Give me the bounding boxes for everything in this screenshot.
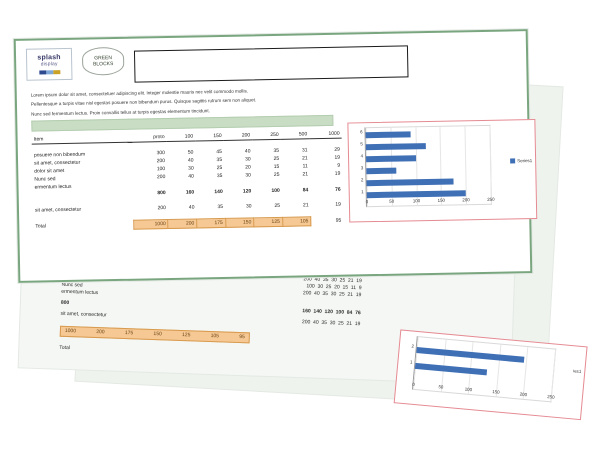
row-label: sit amet, consectetur [34, 206, 82, 214]
cell: 9 [337, 162, 341, 169]
cell: 35 [217, 203, 224, 211]
cell: 25 [273, 155, 280, 162]
cell: 30 [245, 172, 251, 179]
bar-series1-cat4 [366, 155, 416, 162]
paragraph-1: Lorem ipsum dolor sit amet, consectetuer adipiscing elit. Integer molestie mauris nec velit commodo mollis. [30, 88, 249, 98]
row-label: sit amet, consectetur [34, 159, 81, 167]
col-item: Item [32, 134, 133, 144]
paragraph-3: Nunc sed fermentum lectus. Proin convallis tellus at turpis egestas elementum tincidunt. [31, 108, 210, 117]
chart-legend [510, 158, 532, 163]
col-1000: 1000 [309, 130, 342, 139]
cell: 40 [187, 157, 194, 164]
cell: 25 [273, 171, 280, 178]
y-tick: 2 [360, 177, 364, 183]
bar-series1-cat1 [367, 190, 466, 198]
total-cell: 1000 [134, 220, 169, 230]
cell: 40 [188, 173, 194, 180]
cell: 40 [188, 204, 195, 211]
x-tick: 250 [487, 196, 495, 202]
legend-swatch [510, 158, 515, 163]
cell: 30 [188, 165, 194, 172]
total-cell: 105 [282, 217, 311, 227]
cell: 800 [157, 190, 166, 197]
cell: 40 [244, 148, 251, 155]
cell: 30 [245, 203, 252, 210]
y-tick: 1 [361, 189, 364, 195]
x-tick: 150 [437, 197, 445, 203]
ghost-table: 200 40 35 30 25 21 19 100 30 25 20 15 11 9 Nunc sed 200 40 35 30 25 21 19 ermentum lectus 800 160 140 120 100 84 76 sit amet, consectetur 200 40 35 30 25 21 19 1000 200 175 150 125 105 95 Total [59, 276, 362, 352]
front-sheet [14, 29, 533, 283]
cell: 45 [216, 148, 223, 156]
bar-series1-cat3 [366, 168, 396, 175]
col-100: 100 [167, 132, 196, 141]
row-label: Nunc sed [34, 176, 56, 183]
x-tick: 50 [389, 198, 395, 204]
col-150: 150 [195, 132, 224, 141]
y-tick: 6 [360, 129, 363, 135]
col-250: 250 [252, 131, 281, 140]
cell: 21 [302, 202, 309, 209]
y-tick: 3 [360, 165, 364, 171]
cell: 100 [271, 187, 280, 195]
cell: 50 [187, 149, 194, 156]
total-cell: 150 [225, 218, 254, 228]
cell: 30 [245, 156, 251, 163]
splash-designs-logo [26, 48, 73, 81]
row-label: posuere non bibendum [33, 151, 86, 159]
x-tick: 200 [462, 197, 470, 203]
secondary-chart: 0 50 100 150 200 250 2 1 ies1 [394, 329, 588, 420]
col-proto: proto [132, 133, 167, 142]
cell: 21 [302, 171, 309, 178]
total-cell: 200 [168, 219, 197, 229]
cell: 300 [156, 150, 165, 157]
cell: 160 [185, 189, 195, 196]
cell: 20 [245, 164, 251, 171]
total-cell: 175 [197, 218, 226, 228]
cell: 19 [334, 170, 341, 177]
bar-chart [347, 119, 537, 223]
cell: 19 [335, 201, 342, 208]
logo-splash-line1: splash [37, 54, 61, 62]
green-logo-line2: BLOCKS [92, 61, 114, 68]
total-label: Total [35, 223, 46, 230]
total-cell: 95 [335, 217, 342, 224]
y-tick: 5 [360, 141, 363, 147]
pricing-table [32, 130, 344, 232]
cell: 29 [334, 146, 340, 153]
cell: 31 [301, 147, 308, 154]
cell: 84 [302, 187, 309, 194]
cell: 25 [274, 202, 281, 209]
cell: 200 [156, 158, 166, 165]
cell: 11 [302, 163, 308, 170]
row-label: ermentum lectus [34, 183, 72, 191]
green-blocks-logo [82, 47, 125, 76]
cell: 25 [216, 164, 223, 172]
cell: 76 [335, 186, 341, 193]
cell: 200 [156, 174, 166, 181]
cell: 100 [156, 166, 166, 173]
chart-plot-area [364, 125, 495, 207]
cell: 140 [214, 188, 223, 196]
paragraph-2: Pellentesque a turpis vitae nisl egestas posuere non bibendum purus. Quisque sagittis rutrum sem non aliquet. [30, 97, 257, 108]
cell: 200 [157, 205, 167, 212]
cell: 120 [242, 188, 252, 195]
x-tick: 0 [365, 199, 369, 205]
logo-swatches [39, 70, 60, 74]
cell: 35 [216, 156, 223, 164]
total-cell: 125 [254, 217, 283, 227]
cell: 19 [334, 154, 341, 161]
bar-series1-cat5 [366, 143, 426, 150]
row-label: dolor sit amet [34, 168, 65, 175]
col-500: 500 [281, 130, 310, 139]
cell: 15 [273, 163, 280, 170]
green-logo-line1: GREEN [94, 55, 113, 62]
bar-series1-cat6 [366, 131, 411, 138]
y-tick: 4 [360, 153, 364, 159]
cell: 35 [216, 172, 223, 180]
logo-splash-line2: display [40, 61, 58, 68]
x-tick: 100 [412, 198, 421, 204]
cell: 21 [302, 155, 308, 162]
legend-label: Series1 [517, 158, 533, 164]
title-input[interactable] [134, 45, 409, 82]
cell: 35 [273, 147, 280, 154]
col-200: 200 [224, 131, 253, 140]
